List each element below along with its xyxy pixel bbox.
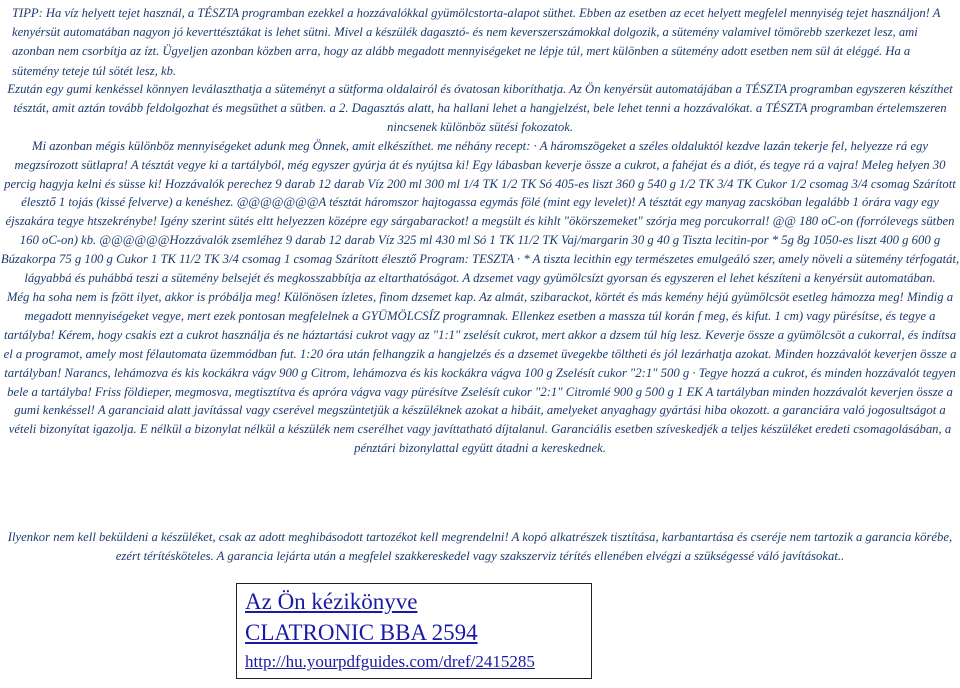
paragraph-1: Ezután egy gumi kenkéssel könnyen leválaszthatja a süteményt a sütforma oldalairól és óvatosan kiboríthatja. Az Ön kenyérsüt automatájában a TÉSZTA programban egyszeren készíthet tésztát, amit aztán tovább feldolgozhat és megsüthet a sütben. a 2. Dagasztás alatt, ha hallani lehet a hangjelzést, bele lehet tenni a hozzávalókat. a TÉSZTA programban értelemszeren nincsenek különböz sütési fokozatok. [7, 82, 953, 134]
url-link[interactable]: http://hu.yourpdfguides.com/dref/2415285 [245, 652, 535, 671]
manual-link-box [236, 583, 592, 679]
warranty-paragraph: Ilyenkor nem kell beküldeni a készüléket, csak az adott meghibásodott tartozékot kell megrendelni! A kopó alkatrészek tisztítása, karbantartása és cseréje nem tartozik a garancia körébe, ezért térítésköteles. A garancia lejárta után a megfelel szakkereskedel vagy szakszerviz térítés ellenében elvégzi a szükségessé váló javításokat.. [7, 530, 953, 563]
paragraph-3: Még ha soha nem is fzött ilyet, akkor is próbálja meg! Különösen ízletes, finom dzsemet kap. Az almát, szibarackot, körtét és más kemény héjú gyümölcsöt esetleg hámozza meg! Mindig a megadott mennyiségeket vegye, mert ezek pontosan megfelelnek a GYÜMÖLCSÍZ programnak. Ellenkez esetben a massza túl korán f meg, és kifut. 1 cm) vagy pürésítse, és tegye a tartályba! Kérem, hogy csakis ezt a cukrot használja és ne háztartási cukrot vagy az "1:1" zselésít cukrot, mert akkor a dzsem túl híg lesz. Keverje össze a gyümölcsöt a cukorral, és indítsa el a programot, amely most félautomata üzemmódban fut. 1:20 óra után felhangzik a hangjelzés és a dzsemet üvegekbe töltheti és jól lezárhatja azokat. Minden hozzávalót keverjen össze a tartályban! Narancs, lehámozva és kis kockákra vágv 900 g Citrom, lehámozva és kis kockákra vágva 100 g Zselésít cukor "2:1" 500 g · Tegye hozzá a cukrot, és minden hozzávalót tegyen bele a tartályba! Friss földieper, megmosva, megtisztítva és apróra vágva vagy pürésítve Zselésít cukor "2:1" Citromlé 900 g 500 g 1 EK A tartályban minden hozzávalót keverjen össze a gumi kenkéssel! A garanciaid alatt javítással vagy cserével megszüntetjük a készüléknek azokat a hibáit, amelyeket anyaghagy gyártási hiba okozott. a garanciára való jogosultságot a vételi bizonyítat igazolja. E nélkül a bizonylat nélkül a készülék nem cserélhet vagy javíttatható díjtalanul. Garanciális esetben szíveskedjék a teljes készüléket eredeti csomagolásában, a pénztári bizonylattal együtt átadni a kereskednek. [3, 289, 957, 456]
tip-text: TIPP: Ha víz helyett tejet használ, a TÉSZTA programban ezekkel a hozzávalókkal gyümölcstorta-alapot süthet. Ebben az esetben az ecet helyett megfelel mennyiség tejet használjon! A kenyérsüt automatában nagyon jó keverttésztákat is lehet sütni. Mivel a készülék dagasztó- és nem keverszerszámokkal dolgozik, a sütemény valamivel tömörebb szerkezet lesz, ami azonban nem csorbítja az ízt. Ügyeljen azonban közben arra, hogy az alább megadott mennyiségeket ne lépje túl, mert különben a sütemény adott esetben nem sül át eléggé. Ha a sütemény teteje túl sötét lesz, kb. [12, 6, 941, 78]
body-text [0, 80, 960, 458]
tip-paragraph [12, 4, 948, 81]
manual-title-link[interactable]: Az Ön kézikönyve [245, 589, 418, 614]
model-link[interactable]: CLATRONIC BBA 2594 [245, 620, 478, 645]
paragraph-2: Mi azonban mégis különböz mennyiségeket adunk meg Önnek, amit elkészíthet. me néhány recept: · A háromszögeket a széles oldaluktól kezdve lazán tekerje fel, helyezze rá egy megzsírozott sütlapra! A tésztát vegye ki a tartályból, még egyszer gyúrja át és nyújtsa ki! Egy lábasban keverje össze a cukrot, a fahéjat és a diót, és tegye rá a vajra! Meleg helyen 30 percig hagyja kelni és süsse ki! Hozzávalók perechez 9 darab 12 darab Víz 200 ml 300 ml 1/4 TK 1/2 TK Só 405-es liszt 360 g 540 g 1/2 TK 3/4 TK Cukor 1/2 csomag 3/4 csomag Szárított élesztő 1 tojás (kissé felverve) a kenéshez. @@@@@@@A tésztát háromszor hajtogassa egymás fölé (mint egy levelet)! A tésztát egy manyag zacskóban legalább 1 órára vagy egy éjszakára tegye htszekrénybe! Igény szerint sütés eltt helyezzen középre egy sárgabarackot! a megsült és kihlt "ökörszemeket" szórja meg porcukorral! @@ 180 oC-on (forrólevegs sütben 160 oC-on) kb. @@@@@@Hozzávalók zsemléhez 9 darab 12 darab Víz 325 ml 430 ml Só 1 TK 11/2 TK Vaj/margarin 30 g 40 g Tiszta lecitin-por * 5g 8g 1050-es liszt 400 g 600 g Búzakorpa 75 g 100 g Cukor 1 TK 11/2 TK 3/4 csomag 1 csomag Szárított élesztő Program: TESZTA · * A tiszta lecithin egy természetes emulgeáló szer, amely növeli a sütemény térfogatát, lágyabbá és puhábbá teszi a sütemény belsejét és megkosszabbítja az eltarthatóságot. A dzsemet vagy gyümölcsízt gyorsan és egyszeren el lehet készíteni a kenyérsüt automatában. [0, 138, 960, 286]
